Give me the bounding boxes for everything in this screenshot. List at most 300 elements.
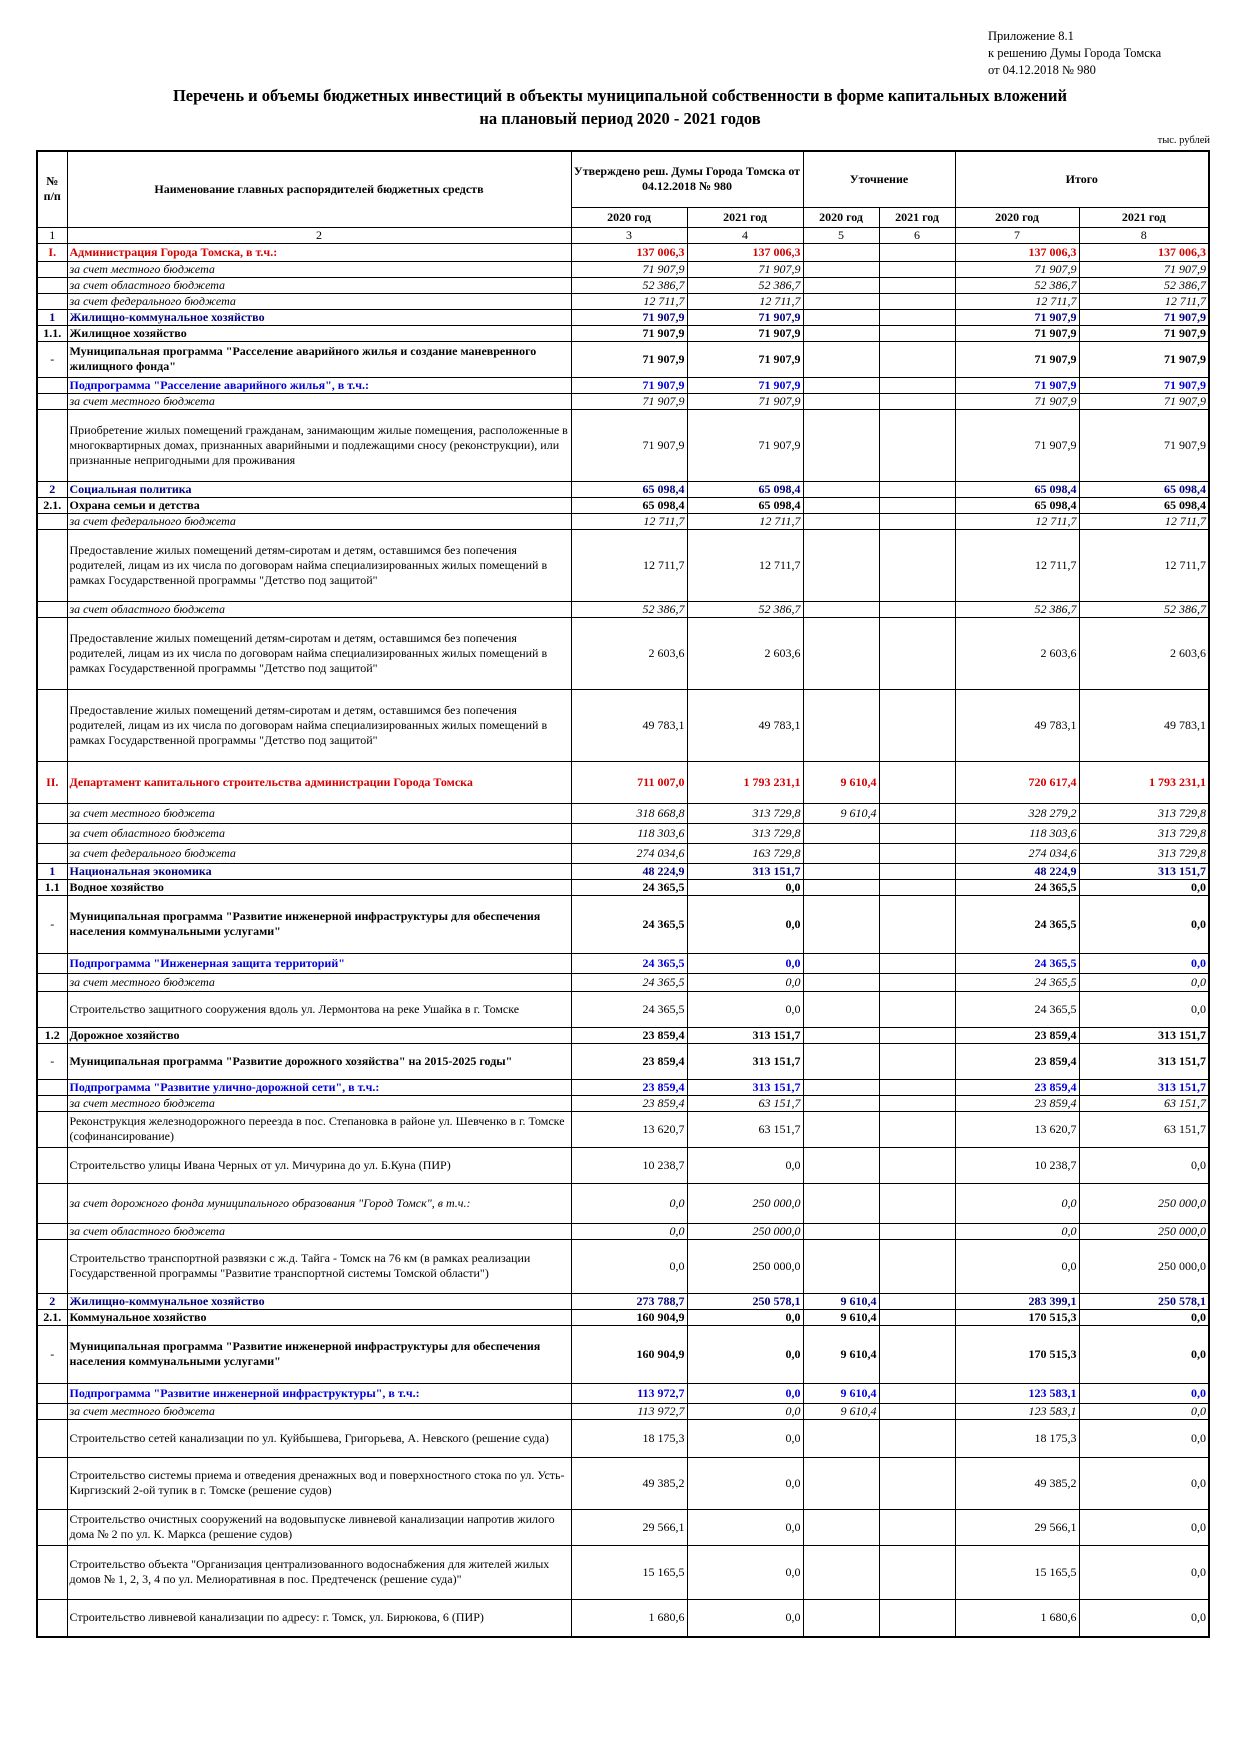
row-name: за счет местного бюджета [67,261,571,277]
value-2020-approved: 23 859,4 [571,1027,687,1043]
value-2020-clarification [803,1457,879,1509]
value-2020-total: 18 175,3 [955,1419,1079,1457]
value-2020-total: 12 711,7 [955,513,1079,529]
value-2020-approved: 29 566,1 [571,1509,687,1545]
value-2021-clarification [879,497,955,513]
value-2021-total: 71 907,9 [1079,261,1209,277]
value-2021-total: 313 729,8 [1079,803,1209,823]
value-2021-clarification [879,601,955,617]
value-2021-approved: 0,0 [687,1309,803,1325]
table-header [37,151,1209,243]
value-2020-total: 1 680,6 [955,1599,1079,1637]
row-name: Жилищное хозяйство [67,325,571,341]
table-row [37,409,1209,481]
value-2021-approved: 137 006,3 [687,243,803,261]
value-2021-approved: 313 151,7 [687,1043,803,1079]
value-2021-total: 49 783,1 [1079,689,1209,761]
value-2021-clarification [879,1239,955,1293]
value-2020-total: 283 399,1 [955,1293,1079,1309]
value-2021-total: 0,0 [1079,1309,1209,1325]
value-2021-clarification [879,803,955,823]
table-row [37,1309,1209,1325]
value-2021-approved: 52 386,7 [687,277,803,293]
row-number [37,1403,67,1419]
row-name: Муниципальная программа "Развитие инженерной инфраструктуры для обеспечения населения коммунальными услугами" [67,895,571,953]
table-row [37,377,1209,393]
value-2021-clarification [879,1147,955,1183]
row-number [37,1223,67,1239]
value-2020-clarification [803,953,879,973]
value-2021-clarification [879,243,955,261]
value-2020-approved: 49 385,2 [571,1457,687,1509]
table-row [37,1383,1209,1403]
value-2020-total: 118 303,6 [955,823,1079,843]
title-line: Перечень и объемы бюджетных инвестиций в объекты муниципальной собственности в форме капитальных вложений [172,86,1068,105]
value-2020-total: 52 386,7 [955,277,1079,293]
value-2020-approved: 23 859,4 [571,1095,687,1111]
value-2020-clarification [803,1545,879,1599]
value-2021-total: 71 907,9 [1079,341,1209,377]
table-row [37,293,1209,309]
table-row [37,1239,1209,1293]
value-2021-approved: 0,0 [687,1403,803,1419]
value-2021-clarification [879,325,955,341]
value-2021-total: 71 907,9 [1079,409,1209,481]
value-2021-clarification [879,1043,955,1079]
row-name: Муниципальная программа "Расселение аварийного жилья и создание маневренного жилищного фонда" [67,341,571,377]
column-number: 4 [687,227,803,243]
table-row [37,1419,1209,1457]
value-2021-total: 0,0 [1079,1509,1209,1545]
value-2021-total: 313 151,7 [1079,1027,1209,1043]
value-2020-clarification [803,309,879,325]
table-row [37,1147,1209,1183]
table-row [37,1183,1209,1223]
table-row [37,243,1209,261]
row-number [37,991,67,1027]
table-row [37,689,1209,761]
row-number [37,377,67,393]
value-2021-clarification [879,1599,955,1637]
row-name: Строительство ливневой канализации по адресу: г. Томск, ул. Бирюкова, 6 (ПИР) [67,1599,571,1637]
value-2020-clarification [803,879,879,895]
value-2020-total: 123 583,1 [955,1383,1079,1403]
value-2021-total: 0,0 [1079,895,1209,953]
table-row [37,991,1209,1027]
value-2020-clarification [803,325,879,341]
value-2020-total: 170 515,3 [955,1325,1079,1383]
value-2021-total: 63 151,7 [1079,1095,1209,1111]
value-2020-approved: 71 907,9 [571,309,687,325]
table-row [37,1111,1209,1147]
value-2021-clarification [879,617,955,689]
value-2021-total: 52 386,7 [1079,277,1209,293]
row-name: Строительство сетей канализации по ул. Куйбышева, Григорьева, А. Невского (решение суда) [67,1419,571,1457]
value-2020-approved: 10 238,7 [571,1147,687,1183]
value-2021-approved: 313 729,8 [687,823,803,843]
value-2020-approved: 71 907,9 [571,393,687,409]
value-2020-clarification [803,1599,879,1637]
row-number [37,1095,67,1111]
value-2020-clarification [803,393,879,409]
row-number: I. [37,243,67,261]
value-2020-approved: 0,0 [571,1223,687,1239]
value-2020-approved: 711 007,0 [571,761,687,803]
row-name: Строительство улицы Ивана Черных от ул. Мичурина до ул. Б.Куна (ПИР) [67,1147,571,1183]
value-2020-total: 274 034,6 [955,843,1079,863]
value-2020-clarification [803,293,879,309]
row-number [37,1147,67,1183]
value-2021-clarification [879,863,955,879]
value-2020-clarification [803,1079,879,1095]
value-2020-total: 23 859,4 [955,1079,1079,1095]
appendix-note [988,28,1161,79]
table-row [37,325,1209,341]
value-2020-clarification [803,991,879,1027]
table-row [37,1223,1209,1239]
value-2020-total: 137 006,3 [955,243,1079,261]
value-2020-clarification: 9 610,4 [803,1383,879,1403]
value-2020-approved: 24 365,5 [571,879,687,895]
value-2020-clarification [803,1183,879,1223]
value-2020-approved: 52 386,7 [571,277,687,293]
value-2021-approved: 71 907,9 [687,377,803,393]
value-2021-clarification [879,823,955,843]
header-year: 2020 год [955,207,1079,227]
value-2020-approved: 24 365,5 [571,953,687,973]
value-2020-clarification [803,973,879,991]
row-number [37,1383,67,1403]
value-2020-clarification [803,863,879,879]
row-name: Водное хозяйство [67,879,571,895]
appendix-line: от 04.12.2018 № 980 [988,63,1096,77]
value-2020-total: 2 603,6 [955,617,1079,689]
value-2020-total: 0,0 [955,1223,1079,1239]
row-name: за счет федерального бюджета [67,513,571,529]
value-2020-total: 10 238,7 [955,1147,1079,1183]
value-2020-approved: 12 711,7 [571,529,687,601]
row-number [37,689,67,761]
row-name: Предоставление жилых помещений детям-сиротам и детям, оставшимся без попечения родителей, лицам из их числа по договорам найма специализированных жилых помещений в рамках Государственной программы "Детство под защитой" [67,529,571,601]
value-2020-approved: 2 603,6 [571,617,687,689]
value-2020-total: 23 859,4 [955,1043,1079,1079]
value-2020-approved: 0,0 [571,1239,687,1293]
value-2021-approved: 65 098,4 [687,497,803,513]
value-2020-clarification: 9 610,4 [803,761,879,803]
value-2020-clarification [803,1147,879,1183]
header-year: 2020 год [803,207,879,227]
value-2020-total: 123 583,1 [955,1403,1079,1419]
value-2021-clarification [879,991,955,1027]
value-2021-total: 1 793 231,1 [1079,761,1209,803]
value-2020-total: 65 098,4 [955,481,1079,497]
table-row [37,529,1209,601]
row-name: Подпрограмма "Развитие улично-дорожной сети", в т.ч.: [67,1079,571,1095]
value-2020-total: 23 859,4 [955,1027,1079,1043]
value-2021-approved: 63 151,7 [687,1111,803,1147]
table-row [37,1457,1209,1509]
header-year: 2021 год [687,207,803,227]
value-2021-total: 0,0 [1079,1419,1209,1457]
value-2020-total: 24 365,5 [955,895,1079,953]
value-2021-approved: 313 151,7 [687,1079,803,1095]
header-clarification: Уточнение [803,151,955,207]
value-2021-total: 313 151,7 [1079,1079,1209,1095]
header-name: Наименование главных распорядителей бюджетных средств [67,151,571,227]
row-name: за счет дорожного фонда муниципального образования "Город Томск", в т.ч.: [67,1183,571,1223]
value-2020-clarification [803,843,879,863]
row-number [37,973,67,991]
value-2021-total: 63 151,7 [1079,1111,1209,1147]
value-2021-total: 250 000,0 [1079,1183,1209,1223]
column-number: 2 [67,227,571,243]
value-2020-approved: 13 620,7 [571,1111,687,1147]
value-2021-approved: 0,0 [687,991,803,1027]
value-2021-total: 12 711,7 [1079,293,1209,309]
header-year: 2021 год [1079,207,1209,227]
row-number: 2.1. [37,1309,67,1325]
value-2021-clarification [879,1457,955,1509]
row-number: - [37,341,67,377]
value-2021-approved: 313 729,8 [687,803,803,823]
table-row [37,393,1209,409]
value-2020-clarification: 9 610,4 [803,1309,879,1325]
document-title [40,84,1200,130]
value-2020-approved: 48 224,9 [571,863,687,879]
row-name: Предоставление жилых помещений детям-сиротам и детям, оставшимся без попечения родителей, лицам из их числа по договорам найма специализированных жилых помещений в рамках Государственной программы "Детство под защитой" [67,689,571,761]
value-2021-total: 0,0 [1079,879,1209,895]
value-2020-total: 24 365,5 [955,973,1079,991]
value-2020-approved: 71 907,9 [571,261,687,277]
table-row [37,341,1209,377]
table-row [37,1509,1209,1545]
table-row [37,1079,1209,1095]
row-number [37,1419,67,1457]
table-row [37,1043,1209,1079]
value-2021-clarification [879,1545,955,1599]
table-row [37,823,1209,843]
value-2020-clarification: 9 610,4 [803,1325,879,1383]
row-name: за счет местного бюджета [67,1403,571,1419]
value-2021-approved: 0,0 [687,1545,803,1599]
value-2021-approved: 0,0 [687,1419,803,1457]
row-name: за счет федерального бюджета [67,843,571,863]
value-2021-clarification [879,1419,955,1457]
value-2020-approved: 49 783,1 [571,689,687,761]
value-2021-clarification [879,1293,955,1309]
value-2021-clarification [879,689,955,761]
value-2021-total: 0,0 [1079,1325,1209,1383]
row-name: Подпрограмма "Инженерная защита территорий" [67,953,571,973]
value-2021-total: 71 907,9 [1079,325,1209,341]
row-number [37,1509,67,1545]
value-2020-approved: 71 907,9 [571,409,687,481]
value-2020-clarification [803,1095,879,1111]
table-row [37,261,1209,277]
value-2021-total: 0,0 [1079,1147,1209,1183]
value-2020-total: 49 783,1 [955,689,1079,761]
value-2020-total: 170 515,3 [955,1309,1079,1325]
row-name: Строительство защитного сооружения вдоль ул. Лермонтова на реке Ушайка в г. Томске [67,991,571,1027]
table-row [37,879,1209,895]
row-name: Строительство объекта "Организация централизованного водоснабжения для жителей жилых домов № 1, 2, 3, 4 по ул. Мелиоративная в пос. Предтеченск (решение суда)" [67,1545,571,1599]
row-number [37,1079,67,1095]
table-row [37,895,1209,953]
value-2021-approved: 0,0 [687,1509,803,1545]
row-number [37,1457,67,1509]
value-2020-total: 24 365,5 [955,991,1079,1027]
value-2021-clarification [879,1079,955,1095]
units-label: тыс. рублей [1157,135,1210,146]
row-number [37,1239,67,1293]
value-2020-total: 49 385,2 [955,1457,1079,1509]
value-2020-clarification [803,617,879,689]
value-2020-clarification [803,481,879,497]
value-2021-approved: 0,0 [687,1325,803,1383]
row-name: за счет областного бюджета [67,601,571,617]
row-number: II. [37,761,67,803]
value-2021-clarification [879,1509,955,1545]
row-name: Строительство системы приема и отведения дренажных вод и поверхностного стока по ул. Усть-Киргизский 2-ой тупик в г. Томске (решение судов) [67,1457,571,1509]
row-name: Строительство транспортной развязки с ж.д. Тайга - Томск на 76 км (в рамках реализации Государственной программы "Развитие транспортной системы Томской области") [67,1239,571,1293]
value-2021-approved: 12 711,7 [687,513,803,529]
row-number: - [37,1043,67,1079]
value-2021-approved: 71 907,9 [687,393,803,409]
value-2020-approved: 137 006,3 [571,243,687,261]
value-2021-approved: 52 386,7 [687,601,803,617]
value-2020-total: 48 224,9 [955,863,1079,879]
value-2021-approved: 1 793 231,1 [687,761,803,803]
row-name: Подпрограмма "Развитие инженерной инфраструктуры", в т.ч.: [67,1383,571,1403]
value-2020-approved: 71 907,9 [571,325,687,341]
value-2020-clarification: 9 610,4 [803,1293,879,1309]
value-2020-clarification [803,243,879,261]
row-number [37,601,67,617]
row-number [37,409,67,481]
value-2021-clarification [879,973,955,991]
value-2021-clarification [879,1309,955,1325]
value-2021-approved: 250 000,0 [687,1223,803,1239]
column-number: 1 [37,227,67,243]
value-2021-approved: 250 000,0 [687,1183,803,1223]
table-body [37,243,1209,1637]
row-number: - [37,1325,67,1383]
value-2020-clarification [803,341,879,377]
row-name: за счет областного бюджета [67,277,571,293]
value-2020-approved: 65 098,4 [571,497,687,513]
row-number [37,1599,67,1637]
value-2020-total: 720 617,4 [955,761,1079,803]
value-2020-clarification [803,513,879,529]
row-number: 1.1 [37,879,67,895]
value-2021-clarification [879,761,955,803]
value-2020-approved: 12 711,7 [571,293,687,309]
table-row [37,1095,1209,1111]
value-2020-approved: 118 303,6 [571,823,687,843]
table-row [37,1325,1209,1383]
value-2021-clarification [879,1027,955,1043]
value-2020-clarification: 9 610,4 [803,1403,879,1419]
value-2021-clarification [879,341,955,377]
table-row [37,953,1209,973]
value-2020-total: 71 907,9 [955,309,1079,325]
value-2020-total: 71 907,9 [955,325,1079,341]
row-name: Департамент капитального строительства администрации Города Томска [67,761,571,803]
table-row [37,973,1209,991]
value-2021-approved: 12 711,7 [687,529,803,601]
value-2021-clarification [879,393,955,409]
row-name: за счет федерального бюджета [67,293,571,309]
value-2020-approved: 71 907,9 [571,341,687,377]
value-2021-total: 313 729,8 [1079,823,1209,843]
value-2021-total: 71 907,9 [1079,393,1209,409]
table-row [37,481,1209,497]
row-number [37,803,67,823]
value-2020-total: 71 907,9 [955,393,1079,409]
table-row [37,761,1209,803]
value-2021-total: 65 098,4 [1079,497,1209,513]
row-number [37,953,67,973]
value-2021-total: 0,0 [1079,1457,1209,1509]
row-number [37,513,67,529]
value-2021-total: 0,0 [1079,973,1209,991]
row-name: Реконструкция железнодорожного переезда в пос. Степановка в районе ул. Шевченко в г. Томске (софинансирование) [67,1111,571,1147]
value-2020-total: 328 279,2 [955,803,1079,823]
value-2020-approved: 23 859,4 [571,1043,687,1079]
value-2020-approved: 113 972,7 [571,1403,687,1419]
value-2020-clarification [803,529,879,601]
value-2020-approved: 24 365,5 [571,991,687,1027]
value-2021-approved: 63 151,7 [687,1095,803,1111]
value-2021-clarification [879,293,955,309]
row-number [37,1545,67,1599]
row-name: Социальная политика [67,481,571,497]
table-row [37,863,1209,879]
value-2020-approved: 18 175,3 [571,1419,687,1457]
value-2021-clarification [879,481,955,497]
value-2021-total: 313 151,7 [1079,863,1209,879]
value-2021-total: 0,0 [1079,953,1209,973]
value-2021-total: 71 907,9 [1079,377,1209,393]
value-2021-clarification [879,1383,955,1403]
row-number [37,529,67,601]
row-name: Администрация Города Томска, в т.ч.: [67,243,571,261]
value-2020-clarification [803,689,879,761]
table-row [37,1027,1209,1043]
value-2020-total: 12 711,7 [955,529,1079,601]
value-2021-clarification [879,409,955,481]
value-2020-clarification [803,895,879,953]
value-2021-total: 137 006,3 [1079,243,1209,261]
value-2020-clarification [803,409,879,481]
value-2021-clarification [879,843,955,863]
value-2021-total: 0,0 [1079,991,1209,1027]
column-number: 5 [803,227,879,243]
row-number [37,823,67,843]
value-2021-approved: 0,0 [687,879,803,895]
value-2020-approved: 113 972,7 [571,1383,687,1403]
table-row [37,1403,1209,1419]
value-2021-clarification [879,1095,955,1111]
value-2021-approved: 71 907,9 [687,261,803,277]
value-2021-total: 12 711,7 [1079,513,1209,529]
row-name: за счет областного бюджета [67,1223,571,1239]
value-2021-approved: 12 711,7 [687,293,803,309]
row-name: за счет местного бюджета [67,803,571,823]
value-2021-approved: 0,0 [687,1599,803,1637]
value-2021-approved: 2 603,6 [687,617,803,689]
header-year: 2020 год [571,207,687,227]
